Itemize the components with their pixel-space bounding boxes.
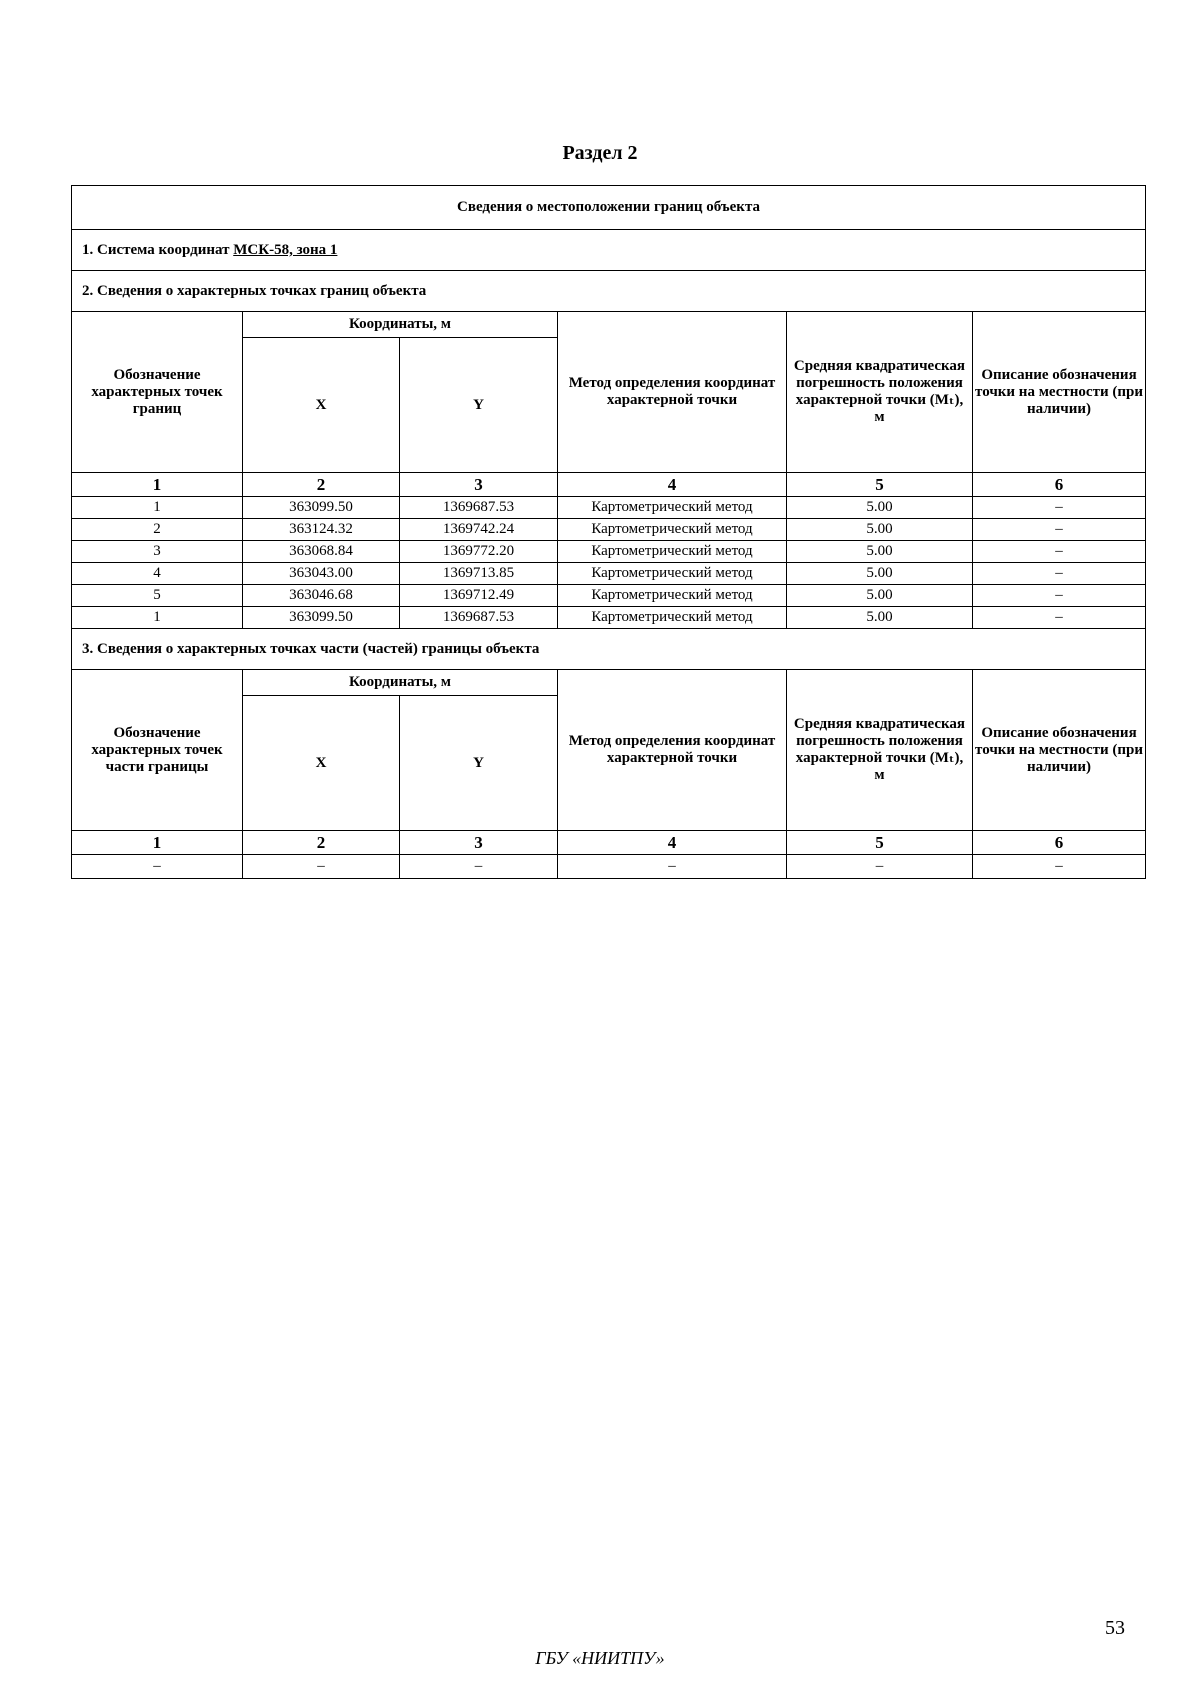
error: 5.00: [787, 607, 973, 629]
column-number-row: [72, 473, 1146, 497]
column-number: 4: [558, 473, 787, 497]
description: –: [973, 519, 1146, 541]
header-designation: Обозначение характерных точек границ: [72, 312, 243, 473]
coord-y: 1369713.85: [400, 563, 558, 585]
table-row: [72, 541, 1146, 563]
column-number: 2: [243, 473, 400, 497]
column-number: 4: [558, 831, 787, 855]
description: –: [973, 563, 1146, 585]
coord-system-value: МСК-58, зона 1: [233, 241, 338, 258]
header-error: Средняя квадратическая погрешность положения характерной точки (Mₜ), м: [787, 670, 973, 831]
table-title: Сведения о местоположении границ объекта: [72, 186, 1146, 230]
header-designation: Обозначение характерных точек части границы: [72, 670, 243, 831]
description: –: [973, 541, 1146, 563]
column-number: 5: [787, 831, 973, 855]
description: –: [973, 585, 1146, 607]
coord-x: 363046.68: [243, 585, 400, 607]
column-number: 1: [72, 473, 243, 497]
column-number: 3: [400, 831, 558, 855]
method: Картометрический метод: [558, 497, 787, 519]
point-id: 3: [72, 541, 243, 563]
coord-x: 363124.32: [243, 519, 400, 541]
error: 5.00: [787, 541, 973, 563]
column-number-row: [72, 831, 1146, 855]
method: Картометрический метод: [558, 563, 787, 585]
header-description: Описание обозначения точки на местности (при наличии): [973, 670, 1146, 831]
error: 5.00: [787, 585, 973, 607]
method: Картометрический метод: [558, 519, 787, 541]
column-number: 5: [787, 473, 973, 497]
header-description: Описание обозначения точки на местности (при наличии): [973, 312, 1146, 473]
coord-y: 1369687.53: [400, 497, 558, 519]
error: 5.00: [787, 519, 973, 541]
point-id: 2: [72, 519, 243, 541]
footer-organization: ГБУ «НИИТПУ»: [535, 1648, 665, 1668]
coord-y: 1369687.53: [400, 607, 558, 629]
method: Картометрический метод: [558, 607, 787, 629]
part2-heading: 2. Сведения о характерных точках границ объекта: [72, 271, 1146, 312]
coord-y: 1369712.49: [400, 585, 558, 607]
description: –: [973, 607, 1146, 629]
coord-system-prefix: 1. Система координат: [82, 241, 234, 258]
column-number: 1: [72, 831, 243, 855]
coord-x: 363099.50: [243, 497, 400, 519]
coord-y: 1369742.24: [400, 519, 558, 541]
header-error: Средняя квадратическая погрешность положения характерной точки (Mₜ), м: [787, 312, 973, 473]
page-number: 53: [1105, 1617, 1125, 1639]
header-method: Метод определения координат характерной точки: [558, 670, 787, 831]
coord-y: –: [400, 855, 558, 879]
column-number: 6: [973, 473, 1146, 497]
coord-y: 1369772.20: [400, 541, 558, 563]
coord-system-row: [72, 230, 1146, 271]
point-id: 1: [72, 607, 243, 629]
point-id: 5: [72, 585, 243, 607]
coord-x: 363068.84: [243, 541, 400, 563]
error: 5.00: [787, 563, 973, 585]
header-method: Метод определения координат характерной точки: [558, 312, 787, 473]
method: Картометрический метод: [558, 585, 787, 607]
section-title: Раздел 2: [562, 142, 638, 164]
table-row: [72, 585, 1146, 607]
method: Картометрический метод: [558, 541, 787, 563]
column-number: 3: [400, 473, 558, 497]
header-y: Y: [400, 338, 558, 473]
column-number: 6: [973, 831, 1146, 855]
error: 5.00: [787, 497, 973, 519]
header-x: X: [243, 338, 400, 473]
table-row: [72, 563, 1146, 585]
header-coordinates: Координаты, м: [243, 312, 558, 338]
column-number: 2: [243, 831, 400, 855]
header-x: X: [243, 696, 400, 831]
point-id: –: [72, 855, 243, 879]
method: –: [558, 855, 787, 879]
point-id: 4: [72, 563, 243, 585]
header-y: Y: [400, 696, 558, 831]
table-row: [72, 497, 1146, 519]
coord-x: –: [243, 855, 400, 879]
table-row: [72, 519, 1146, 541]
table-row: [72, 855, 1146, 879]
coord-x: 363043.00: [243, 563, 400, 585]
error: –: [787, 855, 973, 879]
table-row: [72, 607, 1146, 629]
description: –: [973, 855, 1146, 879]
boundary-table: [71, 185, 1146, 879]
header-coordinates: Координаты, м: [243, 670, 558, 696]
part3-heading: 3. Сведения о характерных точках части (частей) границы объекта: [72, 629, 1146, 670]
coord-x: 363099.50: [243, 607, 400, 629]
point-id: 1: [72, 497, 243, 519]
description: –: [973, 497, 1146, 519]
